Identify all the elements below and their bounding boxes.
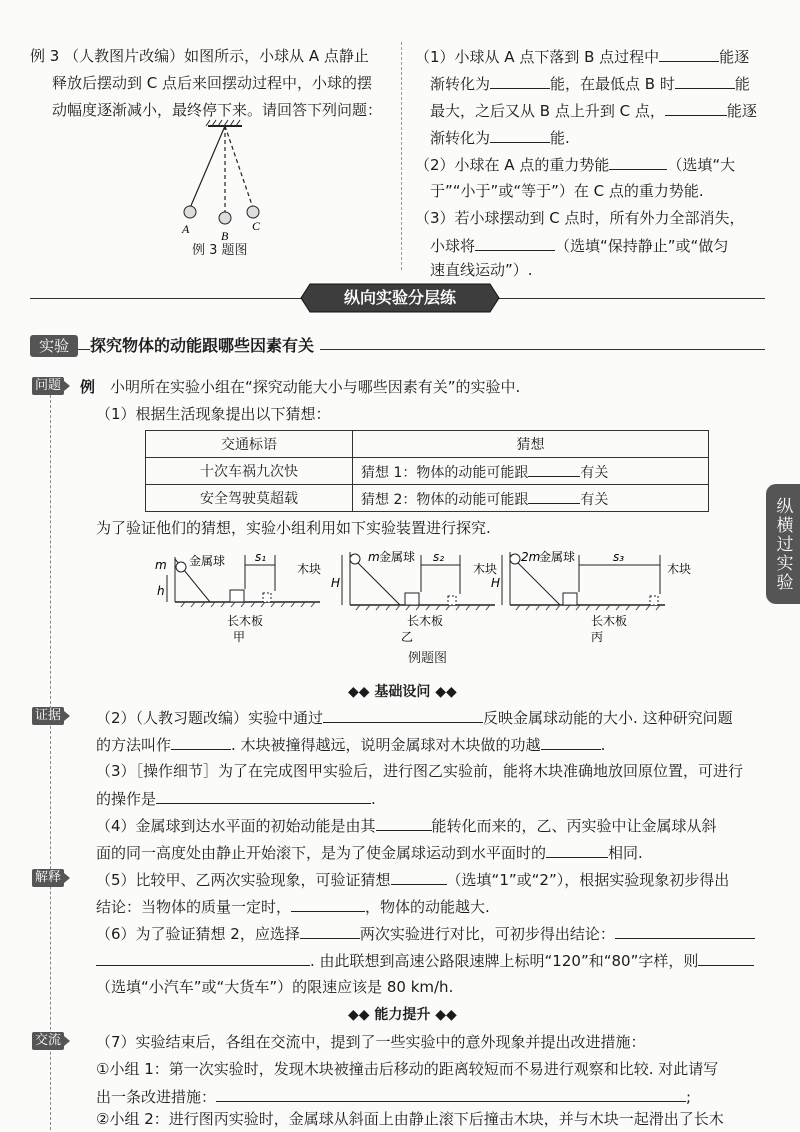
mass-a: m [155, 558, 167, 572]
ball-b [219, 212, 231, 224]
side-tab: 纵横过实验 [766, 484, 800, 604]
after-table: 为了验证他们的猜想，实验小组利用如下实验装置进行探究. [96, 519, 491, 537]
section-banner: 纵向实验分层练 [343, 288, 456, 307]
label-c: C [252, 219, 261, 233]
p2-line-2: 的方法叫作 . 木块被撞得越远，说明金属球对木块做的功越 . [96, 733, 605, 756]
board-b: 长木板 [407, 614, 444, 628]
p4-line-2: 面的同一高度处由静止开始滚下，是为了使金属球运动到水平面时的 相同. [96, 841, 643, 864]
ball-label-a: 金属球 [189, 554, 226, 568]
q3-line-3: 速直线运动”）. [430, 261, 533, 279]
ball-label-c: 金属球 [539, 550, 576, 564]
experiment-diagram [155, 547, 692, 644]
ability-header: ◆◆ 能力提升 ◆◆ [348, 1007, 457, 1023]
experiment-tag: 实验 [30, 335, 78, 357]
pendulum-string-c [225, 126, 253, 208]
height-a: h [157, 584, 165, 598]
slogan-cell: 十次车祸九次快 [146, 458, 353, 485]
basic-header: ◆◆ 基础设问 ◆◆ [348, 684, 457, 700]
pendulum-figure [160, 118, 310, 258]
q2-line-2: 于”“小于”或“等于”）在 C 点的重力势能. [430, 182, 704, 200]
q1-line-1: （1）小球从 A 点下落到 B 点过程中 能逐 [415, 45, 749, 68]
p1: （1）根据生活现象提出以下猜想： [96, 405, 331, 423]
example-label: 例 [80, 378, 96, 396]
table-row [146, 458, 709, 485]
setup-label-c: 丙 [591, 630, 604, 644]
ball-c [247, 206, 259, 218]
explain-tag: 解释 [32, 869, 64, 887]
q1-line-3: 最大，之后又从 B 点上升到 C 点， 能逐 [430, 99, 757, 122]
setup-label-b: 乙 [401, 630, 414, 644]
mass-c: 2m [521, 550, 541, 564]
guess-cell: 猜想 2：物体的动能可能跟 有关 [353, 485, 709, 512]
table-header-guess: 猜想 [353, 431, 709, 458]
setup-b [342, 552, 498, 610]
p2-line-1: （2）（人教习题改编）实验中通过 反映金属球动能的大小. 这种研究问题 [96, 706, 733, 729]
p5-line-1: （5）比较甲、乙两次实验现象，可验证猜想 （选填“1”或“2”），根据实验现象初步得出 [96, 868, 729, 891]
p7: （7）实验结束后，各组在交流中，提到了一些实验中的意外现象并提出改进措施： [96, 1033, 646, 1051]
example3-line-2: 释放后摆动到 C 点后来回摆动过程中，小球的摆 [52, 74, 373, 92]
exchange-tag: 交流 [32, 1032, 64, 1050]
q2-line-1: （2）小球在 A 点的重力势能 （选填“大 [415, 153, 735, 176]
ball-a [184, 206, 196, 218]
label-b: B [221, 229, 229, 243]
experiment-title: 探究物体的动能跟哪些因素有关 [90, 335, 320, 357]
left-margin-line [50, 390, 51, 1130]
pendulum-string-a [190, 126, 225, 208]
group1-line-2: 出一条改进措施： ; [96, 1085, 691, 1108]
figure-caption: 例 3 题图 [192, 243, 248, 258]
ball-b [350, 554, 360, 564]
block-label-c: 木块 [667, 562, 692, 576]
height-b: H [331, 576, 341, 590]
dist-b: s₂ [433, 550, 445, 564]
diagram-caption: 例题图 [408, 651, 448, 666]
table-row [146, 485, 709, 512]
slogan-cell: 安全驾驶莫超载 [146, 485, 353, 512]
question-tag: 问题 [32, 377, 64, 395]
block-label-b: 木块 [473, 562, 498, 576]
example-intro: 小明所在实验小组在“探究动能大小与哪些因素有关”的实验中. [110, 378, 521, 396]
dist-c: s₃ [613, 550, 625, 564]
board-a: 长木板 [227, 614, 264, 628]
ball-label-b: 金属球 [379, 550, 416, 564]
q1-line-2: 渐转化为 能，在最低点 B 时 能 [430, 72, 750, 95]
height-c: H [491, 576, 501, 590]
mass-b: m [368, 550, 380, 564]
p3-line-1: （3）［操作细节］为了在完成图甲实验后，进行图乙实验前，能将木块准确地放回原位置，可进行 [96, 762, 744, 780]
group1-line-1: ①小组 1：第一次实验时，发现木块被撞击后移动的距离较短而不易进行观察和比较. 对此请写 [96, 1060, 719, 1078]
evidence-tag: 证据 [32, 707, 64, 725]
example3-line-1: 例 3 （人教图片改编）如图所示，小球从 A 点静止 [30, 47, 369, 65]
p3-line-2: 的操作是 . [96, 787, 376, 810]
block-label-a: 木块 [297, 562, 322, 576]
setup-label-a: 甲 [233, 630, 246, 644]
p6-line-3: （选填“小汽车”或“大货车”）的限速应该是 80 km/h. [96, 978, 454, 996]
column-divider [401, 42, 402, 270]
example3-line-3: 动幅度逐渐减小，最终停下来。请回答下列问题： [52, 101, 383, 119]
q1-line-4: 渐转化为 能. [430, 126, 570, 149]
ball-c [510, 554, 520, 564]
p5-line-2: 结论：当物体的质量一定时， ，物体的动能越大. [96, 895, 490, 918]
guess-table [145, 430, 709, 512]
guess-cell: 猜想 1：物体的动能可能跟 有关 [353, 458, 709, 485]
dist-a: s₁ [255, 550, 267, 564]
p6-line-2: . 由此联想到高速公路限速牌上标明“120”和“80”字样，则 [96, 949, 754, 972]
board-c: 长木板 [591, 614, 628, 628]
q3-line-1: （3）若小球摆动到 C 点时，所有外力全部消失， [415, 209, 745, 227]
group2-line: ②小组 2：进行图丙实验时，金属球从斜面上由静止滚下后撞击木块，并与木块一起滑出了长木 [96, 1110, 724, 1128]
label-a: A [182, 222, 190, 236]
p4-line-1: （4）金属球到达水平面的初始动能是由其 能转化而来的，乙、丙实验中让金属球从斜 [96, 814, 717, 837]
ball-a [176, 562, 186, 572]
q3-line-2: 小球将 （选填“保持静止”或“做匀 [430, 234, 728, 257]
p6-line-1: （6）为了验证猜想 2，应选择 两次实验进行对比，可初步得出结论： [96, 922, 755, 945]
table-header-slogan: 交通标语 [146, 431, 353, 458]
